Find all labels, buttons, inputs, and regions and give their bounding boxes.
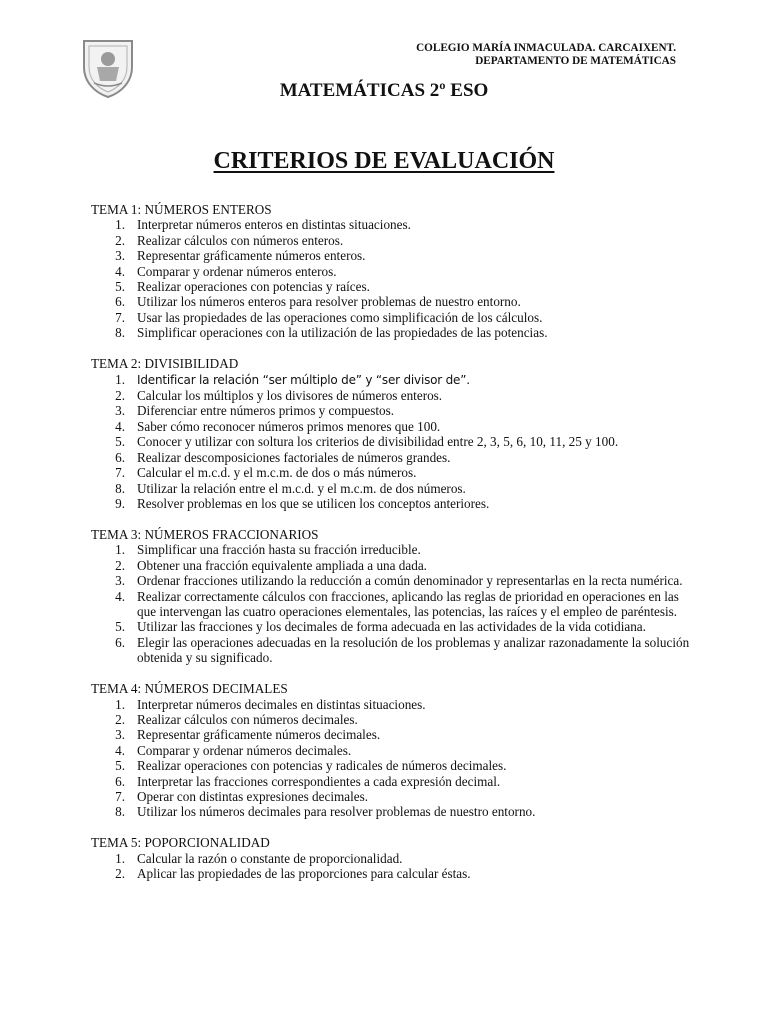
criteria-list: [91, 542, 691, 665]
tema-title: TEMA 3: NÚMEROS FRACCIONARIOS: [91, 526, 319, 542]
criteria-item: 4. Saber cómo reconocer números primos menores que 100.: [115, 418, 441, 434]
tema-title: TEMA 2: DIVISIBILIDAD: [91, 356, 239, 372]
criteria-item: 5. Realizar operaciones con potencias y raíces.: [115, 279, 370, 295]
criteria-item: 5. Realizar operaciones con potencias y radicales de números decimales.: [115, 758, 507, 774]
criteria-content: [91, 202, 691, 897]
tema-section: [91, 681, 691, 820]
criteria-list: [91, 372, 691, 512]
tema-section: [91, 527, 691, 666]
criteria-item: 3. Representar gráficamente números decimales.: [115, 727, 381, 743]
tema-title: TEMA 4: NÚMEROS DECIMALES: [91, 681, 288, 697]
criteria-item: 8. Simplificar operaciones con la utilización de las propiedades de las potencias.: [115, 325, 548, 341]
tema-section: [91, 202, 691, 341]
criteria-item: 2. Realizar cálculos con números enteros.: [115, 232, 344, 248]
criteria-item: 1. Simplificar una fracción hasta su fracción irreducible.: [115, 542, 421, 558]
criteria-item: 1. Identificar la relación “ser múltiplo de” y “ser divisor de”.: [115, 371, 470, 387]
criteria-list: [91, 697, 691, 820]
department-name: DEPARTAMENTO DE MATEMÁTICAS: [475, 55, 676, 67]
criteria-item: 3. Ordenar fracciones utilizando la reducción a común denominador y representarlas en la recta numérica.: [115, 573, 683, 589]
criteria-item: 1. Calcular la razón o constante de proporcionalidad.: [115, 850, 403, 866]
criteria-item: 5. Utilizar las fracciones y los decimales de forma adecuada en las actividades de la vida cotidiana.: [115, 619, 646, 635]
criteria-item: 1. Interpretar números decimales en distintas situaciones.: [115, 696, 426, 712]
tema-section: [91, 835, 691, 881]
criteria-list: [91, 851, 691, 882]
criteria-item: 7. Calcular el m.c.d. y el m.c.m. de dos o más números.: [115, 465, 417, 481]
school-header: [416, 42, 676, 68]
criteria-item: 6. Utilizar los números enteros para resolver problemas de nuestro entorno.: [115, 294, 521, 310]
criteria-item: 2. Realizar cálculos con números decimales.: [115, 711, 358, 727]
course-title: MATEMÁTICAS 2º ESO: [279, 80, 489, 101]
criteria-item: 6. Elegir las operaciones adecuadas en la resolución de los problemas y analizar razonadamente la solución obtenida y su significado.: [115, 634, 690, 666]
criteria-item: 4. Comparar y ordenar números decimales.: [115, 742, 352, 758]
criteria-item: 3. Representar gráficamente números enteros.: [115, 248, 366, 264]
document-title: [0, 148, 768, 175]
criteria-list: [91, 217, 691, 340]
criteria-item: 5. Conocer y utilizar con soltura los criterios de divisibilidad entre 2, 3, 5, 6, 10, 11, 25 y 100.: [115, 434, 619, 450]
criteria-item: 8. Utilizar la relación entre el m.c.d. y el m.c.m. de dos números.: [115, 480, 466, 496]
criteria-item: 3. Diferenciar entre números primos y compuestos.: [115, 403, 395, 419]
tema-title: TEMA 5: POPORCIONALIDAD: [91, 835, 270, 851]
criteria-item: 7. Operar con distintas expresiones decimales.: [115, 789, 369, 804]
criteria-item: 2. Obtener una fracción equivalente ampliada a una dada.: [115, 557, 427, 573]
tema-title: TEMA 1: NÚMEROS ENTEROS: [91, 202, 272, 217]
school-name: COLEGIO MARÍA INMACULADA. CARCAIXENT.: [416, 42, 676, 54]
document-title-text: CRITERIOS DE EVALUACIÓN: [213, 148, 555, 174]
criteria-item: 9. Resolver problemas en los que se utilicen los conceptos anteriores.: [115, 495, 490, 511]
criteria-item: 2. Aplicar las propiedades de las proporciones para calcular éstas.: [115, 866, 471, 882]
criteria-item: 4. Realizar correctamente cálculos con fracciones, aplicando las reglas de prioridad en operaciones en las que intervengan las cuatro operaciones elementales, las potencias, las raíces y el empleo de paréntesis.: [115, 588, 679, 619]
criteria-item: 8. Utilizar los números decimales para resolver problemas de nuestro entorno.: [115, 804, 536, 820]
criteria-item: 6. Interpretar las fracciones correspondientes a cada expresión decimal.: [115, 773, 501, 789]
criteria-item: 1. Interpretar números enteros en distintas situaciones.: [115, 217, 411, 233]
criteria-item: 7. Usar las propiedades de las operaciones como simplificación de los cálculos.: [115, 309, 543, 325]
criteria-item: 2. Calcular los múltiplos y los divisores de números enteros.: [115, 388, 443, 404]
criteria-item: 6. Realizar descomposiciones factoriales de números grandes.: [115, 449, 451, 465]
criteria-item: 4. Comparar y ordenar números enteros.: [115, 263, 337, 279]
tema-section: [91, 356, 691, 511]
